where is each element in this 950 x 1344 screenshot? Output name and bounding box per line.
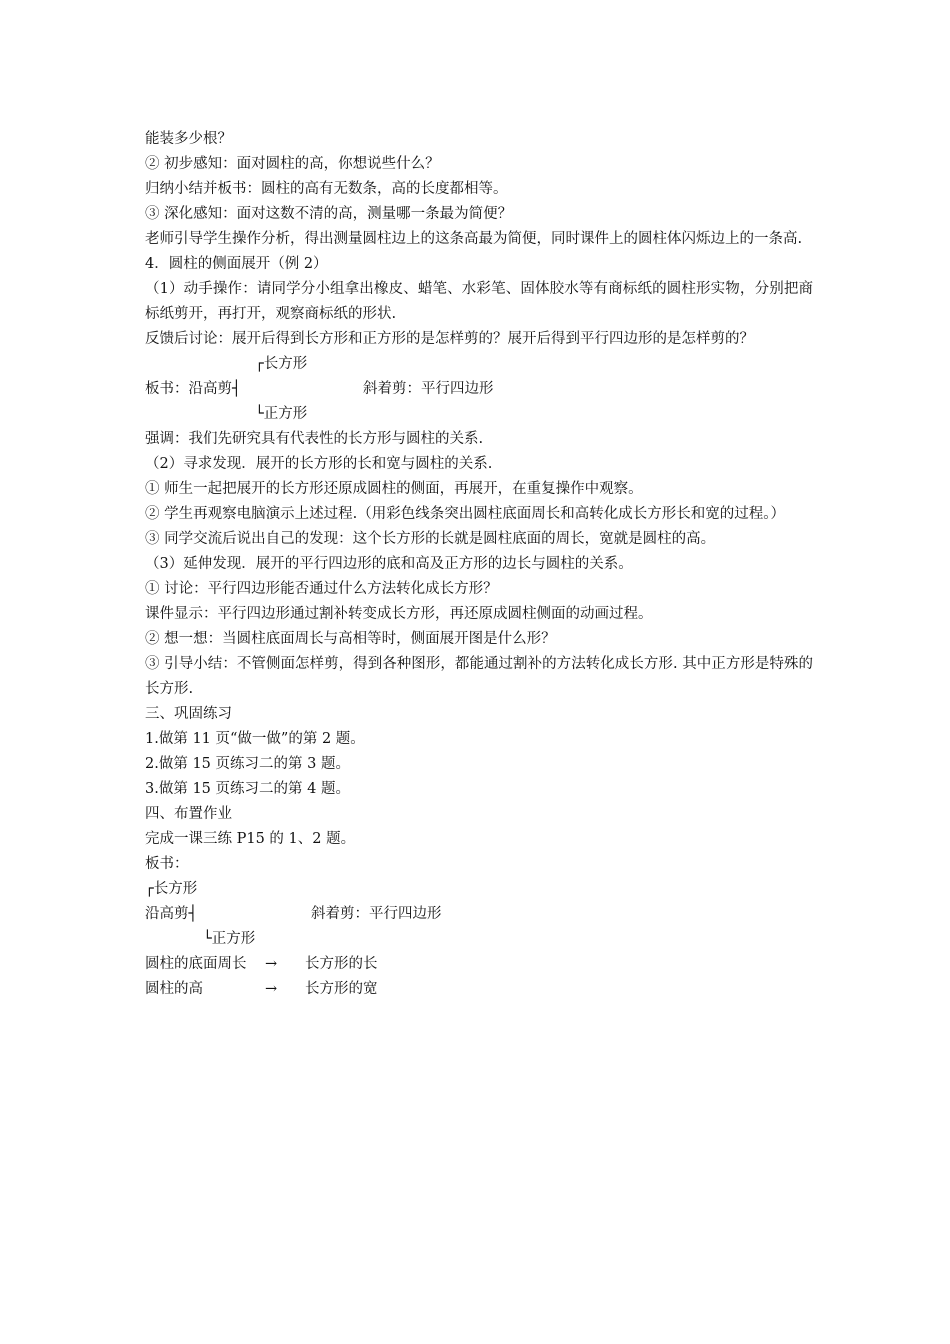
board-diagram-1 — [145, 352, 813, 427]
diagram-right-label: 斜着剪：平行四边形 — [363, 381, 494, 397]
mapping-table — [145, 952, 813, 1002]
diagram-top-label: ┌长方形 — [145, 881, 198, 897]
text-line: ② 想一想：当圆柱底面周长与高相等时，侧面展开图是什么形？ — [145, 631, 556, 647]
section-heading: 4．圆柱的侧面展开（例 2） — [145, 256, 328, 272]
diagram-bottom-label: └正方形 — [203, 931, 256, 947]
mapping-left: 圆柱的底面周长 — [145, 956, 247, 972]
text-line: ③ 同学交流后说出自己的发现：这个长方形的长就是圆柱底面的周长，宽就是圆柱的高。 — [145, 531, 716, 547]
text-line: 强调：我们先研究具有代表性的长方形与圆柱的关系. — [145, 431, 484, 447]
text-paragraph: （1）动手操作：请同学分小组拿出橡皮、蜡笔、水彩笔、固体胶水等有商标纸的圆柱形实物，分别把商标纸剪开，再打开，观察商标纸的形状. — [145, 281, 813, 322]
board-diagram-2 — [145, 877, 813, 952]
text-line: 板书： — [145, 856, 189, 872]
text-line: 1.做第 11 页“做一做”的第 2 题。 — [145, 731, 365, 747]
mapping-right: 长方形的宽 — [305, 981, 378, 997]
text-line: 完成一课三练 P15 的 1、2 题。 — [145, 831, 356, 847]
diagram-bottom-label: └正方形 — [255, 406, 308, 422]
mapping-right: 长方形的长 — [305, 956, 378, 972]
text-line: 能装多少根？ — [145, 131, 232, 147]
diagram-top-label: ┌长方形 — [255, 356, 308, 372]
text-paragraph: ③ 引导小结：不管侧面怎样剪，得到各种图形，都能通过割补的方法转化成长方形. 其中正方形是特殊的长方形. — [145, 656, 813, 697]
diagram-left-label: 板书：沿高剪┤ — [145, 381, 241, 397]
mapping-left: 圆柱的高 — [145, 981, 203, 997]
text-line: 3.做第 15 页练习二的第 4 题。 — [145, 781, 350, 797]
text-line: （3）延伸发现．展开的平行四边形的底和高及正方形的边长与圆柱的关系。 — [145, 556, 633, 572]
text-line: ① 讨论：平行四边形能否通过什么方法转化成长方形？ — [145, 581, 498, 597]
text-line: 课件显示：平行四边形通过割补转变成长方形，再还原成圆柱侧面的动画过程。 — [145, 606, 653, 622]
text-line: （2）寻求发现．展开的长方形的长和宽与圆柱的关系. — [145, 456, 493, 472]
arrow-icon: → — [265, 956, 278, 972]
section-heading: 三、巩固练习 — [145, 706, 232, 722]
text-line: ③ 深化感知：面对这数不清的高，测量哪一条最为简便？ — [145, 206, 513, 222]
text-paragraph: 反馈后讨论：展开后得到长方形和正方形的是怎样剪的？展开后得到平行四边形的是怎样剪的？ — [145, 331, 754, 347]
text-paragraph: ② 学生再观察电脑演示上述过程.（用彩色线条突出圆柱底面周长和高转化成长方形长和宽的过程。） — [145, 506, 785, 522]
document-page — [145, 127, 813, 1002]
text-line: ② 初步感知：面对圆柱的高，你想说些什么？ — [145, 156, 440, 172]
section-heading: 四、布置作业 — [145, 806, 232, 822]
diagram-left-label: 沿高剪┤ — [145, 906, 198, 922]
text-line: 归纳小结并板书：圆柱的高有无数条，高的长度都相等。 — [145, 181, 508, 197]
text-line: 2.做第 15 页练习二的第 3 题。 — [145, 756, 350, 772]
text-line: ① 师生一起把展开的长方形还原成圆柱的侧面，再展开，在重复操作中观察。 — [145, 481, 643, 497]
diagram-right-label: 斜着剪：平行四边形 — [311, 906, 442, 922]
text-paragraph: 老师引导学生操作分析，得出测量圆柱边上的这条高最为简便，同时课件上的圆柱体闪烁边上的一条高. — [145, 231, 803, 247]
arrow-icon: → — [265, 981, 278, 997]
